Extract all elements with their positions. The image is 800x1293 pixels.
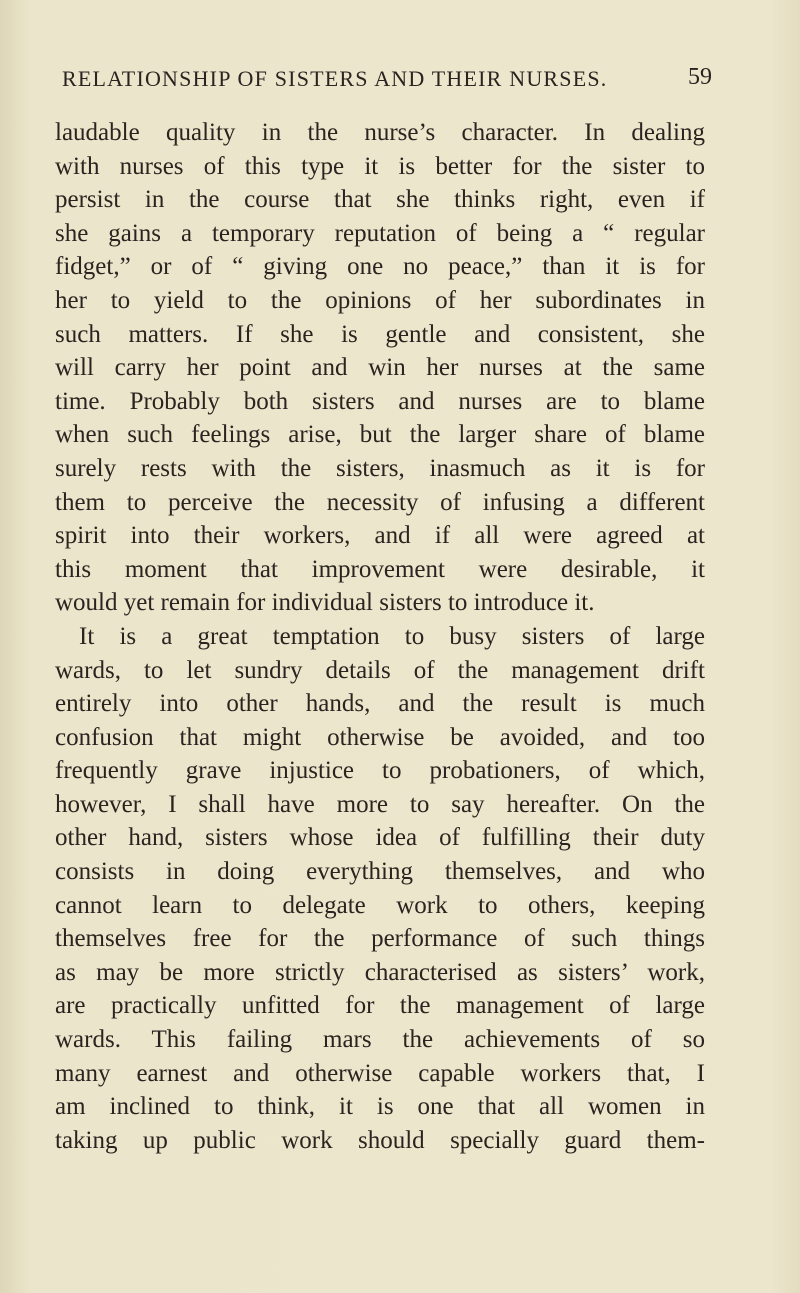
text-line: entirely into other hands, and the result is much bbox=[55, 690, 705, 718]
text-line: she gains a temporary reputation of being a “ regular bbox=[55, 219, 705, 247]
text-line: confusion that might otherwise be avoided, and too bbox=[55, 723, 705, 751]
page-number: 59 bbox=[688, 64, 712, 90]
text-line: such matters. If she is gentle and consistent, she bbox=[55, 320, 705, 348]
text-line: this moment that improvement were desirable, it bbox=[55, 555, 705, 583]
text-line: themselves free for the performance of such things bbox=[55, 925, 705, 953]
text-line: laudable quality in the nurse’s character. In dealing bbox=[55, 119, 705, 146]
text-line: them to perceive the necessity of infusing a different bbox=[55, 488, 705, 516]
text-line: am inclined to think, it is one that all women in bbox=[55, 1093, 705, 1121]
text-line: with nurses of this type it is better for the sister to bbox=[55, 152, 705, 180]
page-header bbox=[62, 66, 712, 102]
text-line: frequently grave injustice to probationers, of which, bbox=[55, 757, 705, 785]
text-line: wards. This failing mars the achievements of so bbox=[55, 1026, 705, 1054]
text-line: time. Probably both sisters and nurses are to blame bbox=[55, 387, 705, 415]
text-line: when such feelings arise, but the larger share of blame bbox=[55, 421, 705, 449]
text-line: many earnest and otherwise capable workers that, I bbox=[55, 1059, 705, 1087]
text-line: fidget,” or of “ giving one no peace,” than it is for bbox=[55, 253, 705, 281]
text-line: her to yield to the opinions of her subordinates in bbox=[55, 286, 705, 314]
text-line: would yet remain for individual sisters to introduce it. bbox=[55, 589, 595, 617]
text-line: persist in the course that she thinks right, even if bbox=[55, 186, 705, 214]
text-line: as may be more strictly characterised as sisters’ work, bbox=[55, 958, 705, 986]
text-line: surely rests with the sisters, inasmuch as it is for bbox=[55, 454, 705, 482]
text-line: cannot learn to delegate work to others, keeping bbox=[55, 891, 705, 919]
text-line: will carry her point and win her nurses at the same bbox=[55, 354, 705, 382]
text-line: It is a great temptation to busy sisters of large bbox=[79, 622, 705, 650]
text-line: other hand, sisters whose idea of fulfilling their duty bbox=[55, 824, 705, 852]
text-line: however, I shall have more to say hereafter. On the bbox=[55, 790, 705, 818]
running-head: RELATIONSHIP OF SISTERS AND THEIR NURSES. bbox=[62, 66, 608, 91]
text-line: wards, to let sundry details of the management drift bbox=[55, 656, 705, 684]
text-line: are practically unfitted for the management of large bbox=[55, 992, 705, 1020]
text-line: taking up public work should specially guard them- bbox=[55, 1126, 705, 1154]
text-line: spirit into their workers, and if all were agreed at bbox=[55, 522, 705, 550]
text-line: consists in doing everything themselves, and who bbox=[55, 858, 705, 886]
body-text bbox=[55, 116, 705, 1157]
